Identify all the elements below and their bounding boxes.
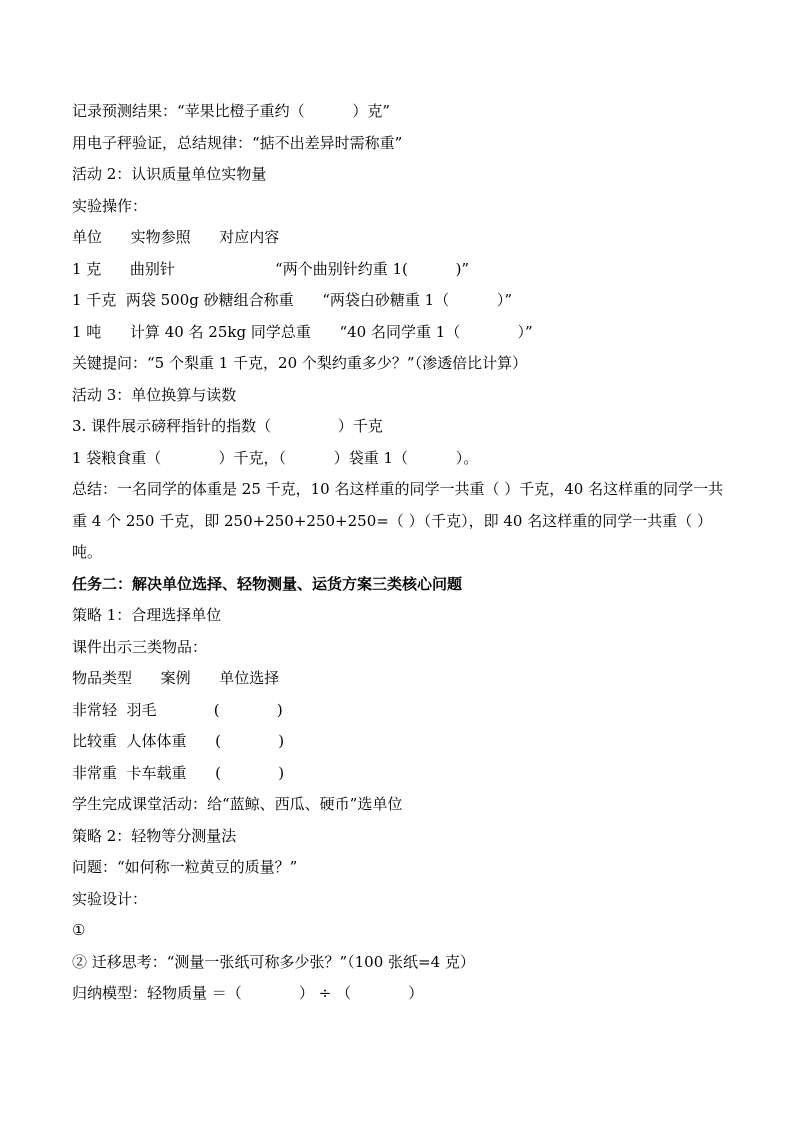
line-experiment-operation: 实验操作：	[72, 196, 148, 215]
line-item-very-light: 非常轻 羽毛 ( )	[72, 700, 283, 719]
line-class-activity: 学生完成课堂活动：给“蓝鲸、西瓜、硬币”选单位	[72, 795, 403, 813]
line-unit-kilogram: 1 千克 两袋 500g 砂糖组合称重 “两袋白砂糖重 1（ ）”	[72, 291, 513, 309]
line-strategy-1-heading: 策略 1：合理选择单位	[72, 606, 222, 624]
line-step-1: ①	[72, 921, 86, 939]
line-summary-paragraph: 总结：一名同学的体重是 25 千克，10 名这样重的同学一共重（ ）千克，40 名这样重的同学一共重 4 个 250 千克，即 250+250+250+250=（ ）（千克），即 40 名这样重的同学一共重（ ）吨。	[72, 480, 724, 561]
line-model-formula: 归纳模型：轻物质量 ＝（ ） ÷ （ ）	[72, 984, 424, 1002]
line-grain-bag: 1 袋粮食重（ ）千克，（ ）袋重 1（ ）。	[72, 448, 479, 467]
line-scale-verification: 用电子秤验证，总结规律：“掂不出差异时需称重”	[72, 133, 403, 152]
line-key-question: 关键提问：“5 个梨重 1 千克，20 个梨约重多少？”（渗透倍比计算）	[72, 354, 528, 372]
line-experiment-design: 实验设计：	[72, 889, 148, 908]
line-unit-ton: 1 吨 计算 40 名 25kg 同学总重 “40 名同学重 1（ ）”	[72, 322, 533, 341]
line-item-heavier: 比较重 人体体重 ( )	[72, 732, 285, 750]
line-soybean-question: 问题：“如何称一粒黄豆的质量？”	[72, 858, 298, 876]
line-item-very-heavy: 非常重 卡车载重 ( )	[72, 763, 285, 782]
line-step-2: ② 迁移思考：“测量一张纸可称多少张？”（100 张纸=4 克）	[72, 952, 475, 971]
line-scale-reading: 3. 课件展示磅秤指针的指数（ ）千克	[72, 417, 383, 435]
line-unit-table-header: 单位 实物参照 对应内容	[72, 228, 280, 246]
line-item-table-header: 物品类型 案例 单位选择	[72, 669, 280, 687]
line-activity-3-heading: 活动 3：单位换算与读数	[72, 385, 237, 404]
line-prediction-record: 记录预测结果：“苹果比橙子重约（ ）克”	[72, 102, 391, 120]
line-task-2-heading: 任务二：解决单位选择、轻物测量、运货方案三类核心问题	[72, 574, 463, 593]
line-activity-2-heading: 活动 2：认识质量单位实物量	[72, 165, 267, 183]
line-strategy-2-heading: 策略 2：轻物等分测量法	[72, 826, 237, 845]
document-page	[72, 96, 732, 1010]
line-unit-gram: 1 克 曲别针 “两个曲别针约重 1( )”	[72, 259, 470, 278]
line-courseware-items: 课件出示三类物品：	[72, 637, 208, 656]
